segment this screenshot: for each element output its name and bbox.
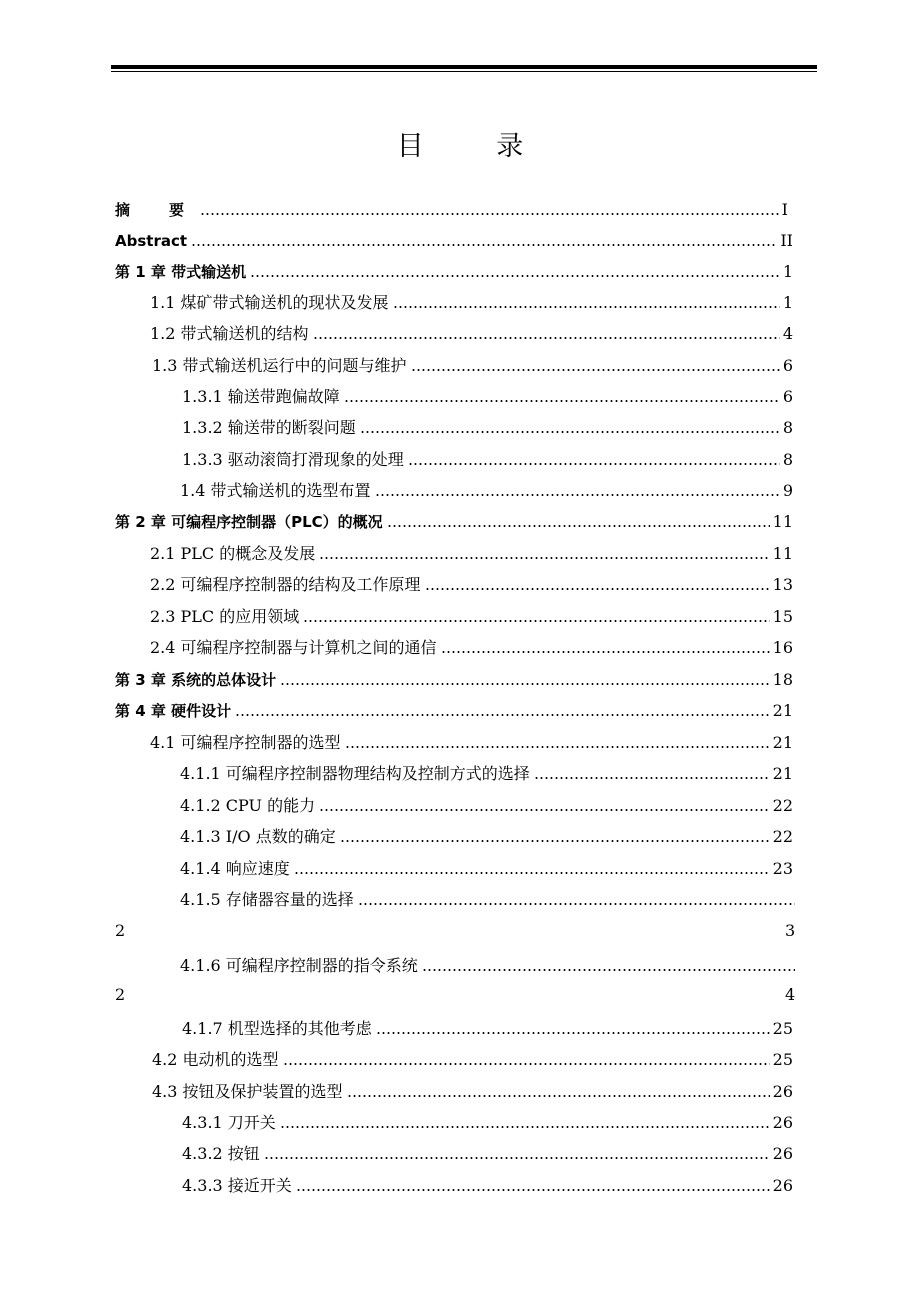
toc-entry-4-1[interactable] — [150, 729, 793, 753]
wrapped-page-left: 2 — [115, 921, 126, 940]
toc-entry-4-1-1[interactable] — [180, 760, 793, 784]
toc-entry-4-1-5[interactable] — [180, 886, 795, 910]
toc-entry-1-1[interactable] — [150, 289, 793, 313]
toc-entry-page: 8 — [782, 418, 793, 437]
toc-leader-dots — [393, 306, 780, 308]
toc-entry-label: 4.1.2 CPU 的能力 — [180, 796, 316, 815]
toc-entry-1-3-3[interactable] — [182, 446, 793, 470]
header-rule-thick — [111, 65, 817, 69]
toc-entry-label: 1.4 带式输送机的选型布置 — [180, 481, 371, 500]
toc-leader-dots — [264, 1157, 770, 1159]
toc-entry-4-1-2[interactable] — [180, 792, 793, 816]
toc-entry-2-3[interactable] — [150, 603, 793, 627]
toc-entry-chapter-2[interactable] — [115, 508, 793, 532]
toc-entry-label: 第 1 章 带式输送机 — [115, 263, 247, 281]
toc-leader-dots — [280, 683, 770, 685]
toc-entry-page: 22 — [772, 796, 793, 815]
toc-entry-page: 8 — [782, 450, 793, 469]
toc-entry-label: 4.3.2 按钮 — [182, 1144, 260, 1163]
toc-entry-page: 15 — [772, 607, 793, 626]
toc-entry-chapter-3[interactable] — [115, 666, 793, 690]
toc-leader-dots — [345, 746, 770, 748]
wrapped-page-right: 3 — [785, 921, 796, 940]
toc-leader-dots — [200, 213, 779, 215]
toc-entry-label: 1.3.1 输送带跑偏故障 — [182, 387, 340, 406]
toc-entry-2-1[interactable] — [150, 540, 793, 564]
toc-entry-page: 22 — [772, 827, 793, 846]
toc-entry-label: 4.1 可编程序控制器的选型 — [150, 733, 341, 752]
toc-entry-label: 4.1.4 响应速度 — [180, 859, 290, 878]
toc-leader-dots — [319, 557, 769, 559]
toc-leader-dots — [283, 1063, 770, 1065]
toc-entry-4-3-2[interactable] — [182, 1140, 793, 1164]
toc-leader-dots — [344, 400, 780, 402]
toc-entry-label: 4.1.6 可编程序控制器的指令系统 — [180, 956, 418, 975]
wrapped-page-right: 4 — [785, 985, 796, 1004]
toc-entry-label: 4.2 电动机的选型 — [152, 1050, 279, 1069]
toc-entry-label: 1.3.2 输送带的断裂问题 — [182, 418, 356, 437]
toc-leader-dots — [408, 463, 780, 465]
toc-entry-chapter-4[interactable] — [115, 697, 793, 721]
toc-entry-label: 4.3.3 接近开关 — [182, 1176, 292, 1195]
toc-entry-1-3-1[interactable] — [182, 383, 793, 407]
toc-entry-page: 1 — [782, 262, 793, 281]
toc-leader-dots — [422, 969, 795, 971]
toc-entry-4-2[interactable] — [152, 1046, 793, 1070]
toc-entry-page: 21 — [772, 701, 793, 720]
toc-entry-page: 25 — [772, 1050, 793, 1069]
toc-entry-label: 4.3.1 刀开关 — [182, 1113, 276, 1132]
toc-leader-dots — [411, 369, 780, 371]
toc-entry-label: 2.2 可编程序控制器的结构及工作原理 — [150, 575, 421, 594]
toc-entry-label: 1.2 带式输送机的结构 — [150, 324, 309, 343]
toc-leader-dots — [441, 651, 770, 653]
toc-entry-page: 25 — [772, 1019, 793, 1038]
toc-leader-dots — [375, 494, 780, 496]
page-title: 目 录 — [396, 131, 556, 162]
toc-entry-page: 16 — [772, 638, 793, 657]
toc-entry-page: 13 — [772, 575, 793, 594]
toc-entry-abstract-cn[interactable] — [115, 196, 788, 220]
toc-entry-chapter-1[interactable] — [115, 258, 793, 282]
toc-entry-label: 第 3 章 系统的总体设计 — [115, 671, 277, 689]
toc-entry-label: Abstract — [115, 232, 188, 250]
toc-leader-dots — [313, 337, 780, 339]
toc-leader-dots — [360, 431, 780, 433]
toc-entry-label: 4.3 按钮及保护装置的选型 — [152, 1082, 343, 1101]
toc-entry-4-1-6[interactable] — [180, 952, 795, 976]
toc-entry-label: 2.1 PLC 的概念及发展 — [150, 544, 316, 563]
toc-entry-label: 4.1.1 可编程序控制器物理结构及控制方式的选择 — [180, 764, 530, 783]
toc-leader-dots — [534, 777, 770, 779]
toc-entry-abstract-en[interactable] — [115, 227, 793, 251]
toc-entry-page: 21 — [772, 733, 793, 752]
toc-entry-label: 2.4 可编程序控制器与计算机之间的通信 — [150, 638, 437, 657]
header-rule-thin — [111, 71, 817, 72]
toc-entry-label: 1.3 带式输送机运行中的问题与维护 — [152, 356, 407, 375]
toc-entry-page: 26 — [772, 1082, 793, 1101]
toc-entry-label: 4.1.5 存储器容量的选择 — [180, 890, 354, 909]
toc-entry-1-3-2[interactable] — [182, 414, 793, 438]
toc-entry-label: 第 4 章 硬件设计 — [115, 702, 232, 720]
toc-entry-page: 4 — [782, 324, 793, 343]
toc-entry-page: 6 — [782, 356, 793, 375]
toc-entry-page: 11 — [772, 544, 793, 563]
toc-entry-page: 18 — [772, 670, 793, 689]
toc-entry-label: 2.3 PLC 的应用领域 — [150, 607, 300, 626]
toc-leader-dots — [296, 1189, 770, 1191]
toc-leader-dots — [280, 1126, 770, 1128]
toc-entry-page: 6 — [782, 387, 793, 406]
toc-entry-label: 第 2 章 可编程序控制器（PLC）的概况 — [115, 513, 383, 531]
toc-entry-1-3[interactable] — [152, 352, 793, 376]
toc-entry-1-2[interactable] — [150, 320, 793, 344]
toc-entry-page: 26 — [772, 1144, 793, 1163]
toc-entry-page: II — [780, 231, 793, 250]
toc-entry-4-1-4[interactable] — [180, 855, 793, 879]
wrapped-page-left: 2 — [115, 985, 126, 1004]
toc-leader-dots — [376, 1032, 770, 1034]
toc-entry-page: 9 — [782, 481, 793, 500]
toc-entry-label: 4.1.7 机型选择的其他考虑 — [182, 1019, 372, 1038]
toc-leader-dots — [347, 1095, 770, 1097]
toc-leader-dots — [235, 714, 770, 716]
toc-entry-label: 摘 要 — [115, 201, 197, 219]
toc-entry-page: 21 — [772, 764, 793, 783]
toc-entry-label: 4.1.3 I/O 点数的确定 — [180, 827, 336, 846]
toc-leader-dots — [340, 840, 770, 842]
toc-leader-dots — [358, 903, 795, 905]
toc-entry-4-1-7[interactable] — [182, 1015, 793, 1039]
toc-leader-dots — [425, 588, 770, 590]
toc-entry-label: 1.1 煤矿带式输送机的现状及发展 — [150, 293, 389, 312]
toc-entry-page: 1 — [782, 293, 793, 312]
toc-entry-page: 11 — [772, 512, 793, 531]
toc-entry-page: 26 — [772, 1176, 793, 1195]
toc-leader-dots — [294, 872, 770, 874]
toc-entry-4-3-1[interactable] — [182, 1109, 793, 1133]
toc-leader-dots — [387, 525, 770, 527]
toc-entry-page: 26 — [772, 1113, 793, 1132]
toc-leader-dots — [319, 809, 770, 811]
toc-entry-4-3-3[interactable] — [182, 1172, 793, 1196]
toc-entry-4-1-3[interactable] — [180, 823, 793, 847]
toc-entry-page: 23 — [772, 859, 793, 878]
toc-entry-4-3[interactable] — [152, 1078, 793, 1102]
toc-leader-dots — [303, 620, 769, 622]
toc-entry-1-4[interactable] — [180, 477, 793, 501]
toc-leader-dots — [250, 275, 780, 277]
toc-entry-2-2[interactable] — [150, 571, 793, 595]
toc-entry-2-4[interactable] — [150, 634, 793, 658]
toc-leader-dots — [191, 244, 777, 246]
toc-entry-label: 1.3.3 驱动滚筒打滑现象的处理 — [182, 450, 404, 469]
toc-entry-page: I — [781, 200, 788, 219]
